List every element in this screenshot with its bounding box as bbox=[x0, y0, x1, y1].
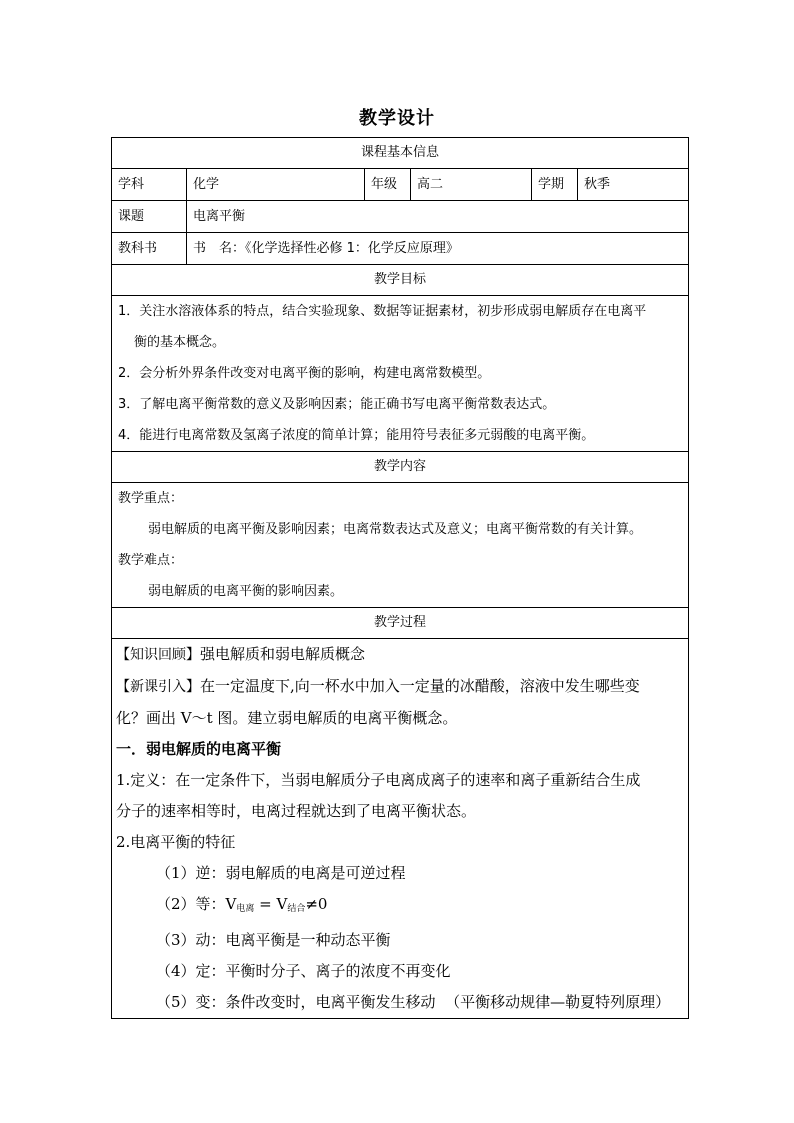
grade-label: 年级 bbox=[365, 169, 411, 201]
term-label: 学期 bbox=[532, 169, 578, 201]
textbook-value: 书 名：《化学选择性必修 1：化学反应原理》 bbox=[187, 233, 689, 265]
definition-line-continued: 分子的速率相等时，电离过程就达到了电离平衡状态。 bbox=[116, 802, 477, 820]
subscript-combination: 结合 bbox=[287, 904, 306, 914]
feature-item: （4）定：平衡时分子、离子的浓度不再变化 bbox=[156, 962, 451, 980]
features-title: 2.电离平衡的特征 bbox=[116, 833, 236, 851]
intro-line bbox=[116, 671, 684, 703]
topic-value: 电离平衡 bbox=[187, 201, 689, 233]
difficult-points-label: 教学难点： bbox=[118, 553, 184, 568]
textbook-row bbox=[112, 233, 689, 265]
definition-line: 1.定义：在一定条件下，当弱电解质分子电离成离子的速率和离子重新结合生成 bbox=[116, 771, 641, 789]
feature-equal-prefix: （2）等：V bbox=[156, 895, 237, 913]
intro-tag: 【新课引入】 bbox=[116, 679, 200, 695]
feature-item: （1）逆：弱电解质的电离是可逆过程 bbox=[156, 864, 406, 882]
intro-line-continued: 化？画出 V～t 图。建立弱电解质的电离平衡概念。 bbox=[116, 709, 458, 727]
key-points-label: 教学重点： bbox=[118, 491, 184, 506]
process-cell bbox=[112, 639, 689, 1019]
process-row bbox=[112, 639, 689, 1019]
content-row bbox=[112, 483, 689, 608]
feature-equal-mid: = V bbox=[254, 895, 288, 913]
subject-label: 学科 bbox=[112, 169, 187, 201]
objective-item: 1．关注水溶液体系的特点，结合实验现象、数据等证据素材，初步形成弱电解质存在电离平 bbox=[118, 304, 647, 319]
feature-item-equal bbox=[116, 889, 684, 925]
topic-label: 课题 bbox=[112, 201, 187, 233]
review-line bbox=[116, 639, 684, 671]
topic-row bbox=[112, 201, 689, 233]
process-header: 教学过程 bbox=[112, 608, 689, 639]
page-title: 教学设计 bbox=[359, 108, 435, 129]
content-cell bbox=[112, 483, 689, 608]
subject-value: 化学 bbox=[187, 169, 365, 201]
basic-info-header-row bbox=[112, 138, 689, 169]
intro-text: 在一定温度下,向一杯水中加入一定量的冰醋酸，溶液中发生哪些变 bbox=[200, 677, 640, 695]
objective-item: 4．能进行电离常数及氢离子浓度的简单计算；能用符号表征多元弱酸的电离平衡。 bbox=[118, 428, 595, 443]
objective-item: 3．了解电离平衡常数的意义及影响因素；能正确书写电离平衡常数表达式。 bbox=[118, 397, 556, 412]
lesson-plan-table bbox=[111, 137, 689, 1019]
review-text: 强电解质和弱电解质概念 bbox=[200, 645, 366, 663]
basic-info-header: 课程基本信息 bbox=[112, 138, 689, 169]
objective-item: 2．会分析外界条件改变对电离平衡的影响，构建电离常数模型。 bbox=[118, 366, 491, 381]
process-header-row bbox=[112, 608, 689, 639]
feature-item: （3）动：电离平衡是一种动态平衡 bbox=[156, 931, 391, 949]
objective-item: 衡的基本概念。 bbox=[134, 335, 226, 350]
key-points-text: 弱电解质的电离平衡及影响因素；电离常数表达式及意义；电离平衡常数的有关计算。 bbox=[148, 522, 643, 537]
review-tag: 【知识回顾】 bbox=[116, 647, 200, 663]
content-header-row bbox=[112, 452, 689, 483]
feature-item-change bbox=[116, 987, 684, 1018]
feature-equal-suffix: ≠0 bbox=[305, 895, 328, 913]
textbook-label: 教科书 bbox=[112, 233, 187, 265]
subject-row bbox=[112, 169, 689, 201]
difficult-points-text: 弱电解质的电离平衡的影响因素。 bbox=[148, 584, 344, 599]
term-value: 秋季 bbox=[578, 169, 689, 201]
objectives-cell bbox=[112, 296, 689, 452]
content-header: 教学内容 bbox=[112, 452, 689, 483]
grade-value: 高二 bbox=[411, 169, 532, 201]
objectives-header: 教学目标 bbox=[112, 265, 689, 296]
objectives-row bbox=[112, 296, 689, 452]
section-heading: 一．弱电解质的电离平衡 bbox=[116, 740, 282, 758]
feature-change-text: （5）变：条件改变时，电离平衡发生移动 bbox=[156, 993, 436, 1011]
objectives-header-row bbox=[112, 265, 689, 296]
feature-change-note: （平衡移动规律—勒夏特列原理） bbox=[445, 993, 671, 1011]
subscript-ionization: 电离 bbox=[236, 904, 255, 914]
